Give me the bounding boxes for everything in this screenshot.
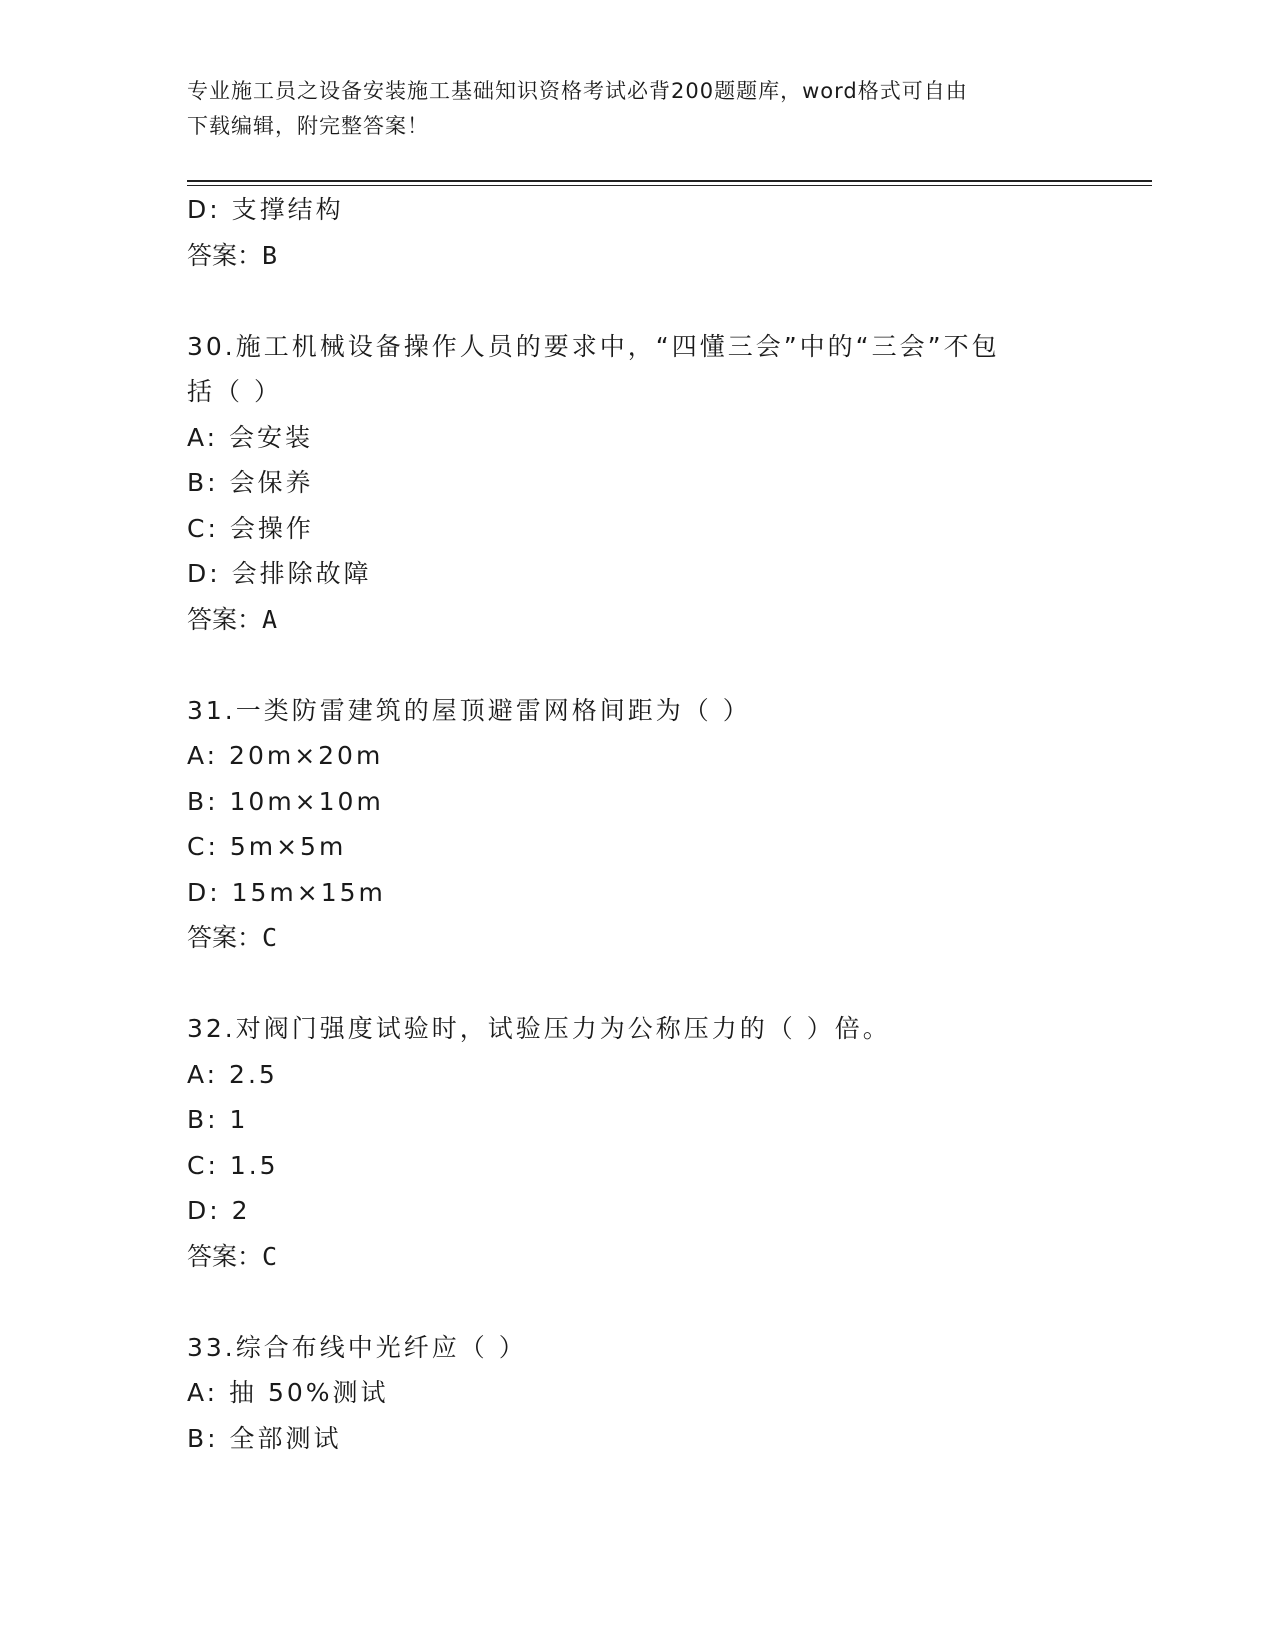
question-30 [187,324,1087,643]
option-b: B: 全部测试 [187,1423,342,1453]
question-title: 32.对阀门强度试验时，试验压力为公称压力的（ ）倍。 [187,1014,891,1043]
header-rule-thin [187,185,1152,186]
document-header [187,74,1087,144]
header-title-line-1: 专业施工员之设备安装施工基础知识资格考试必背200题题库，word格式可自由 [187,79,968,103]
option-a: A: 会安装 [187,422,314,452]
question-32 [187,1006,1087,1279]
option-b: B: 会保养 [187,468,314,497]
option-b: B: 1 [187,1105,249,1134]
option-d: D: 2 [187,1196,251,1225]
answer: 答案：A [187,604,278,634]
header-title-line-2: 下载编辑，附完整答案！ [187,114,429,138]
answer: 答案：C [187,923,278,952]
option-c: C: 1.5 [187,1150,279,1180]
question-content [187,187,1087,1461]
spacer [187,1279,1087,1325]
answer: 答案：C [187,1241,278,1271]
question-title: 31.一类防雷建筑的屋顶避雷网格间距为（ ） [187,695,751,725]
option-a: A: 20m×20m [187,741,384,770]
question-title: 33.综合布线中光纤应（ ） [187,1332,527,1362]
option-d: D: 会排除故障 [187,559,372,588]
option-d: D: 15m×15m [187,877,386,907]
header-rule-thick [187,180,1152,182]
option-c: C: 5m×5m [187,832,347,861]
option-b: B: 10m×10m [187,786,384,816]
prev-option-d: D: 支撑结构 [187,195,344,224]
question-title: 30.施工机械设备操作人员的要求中，“四懂三会”中的“三会”不包 [187,331,1000,361]
option-a: A: 2.5 [187,1059,278,1089]
option-c: C: 会操作 [187,513,314,543]
question-title-cont: 括（ ） [187,377,282,406]
question-31 [187,688,1087,961]
prev-answer: 答案：B [187,240,278,270]
spacer [187,961,1087,1007]
spacer [187,642,1087,688]
spacer [187,278,1087,324]
option-a: A: 抽 50%测试 [187,1378,389,1407]
question-33 [187,1325,1087,1462]
